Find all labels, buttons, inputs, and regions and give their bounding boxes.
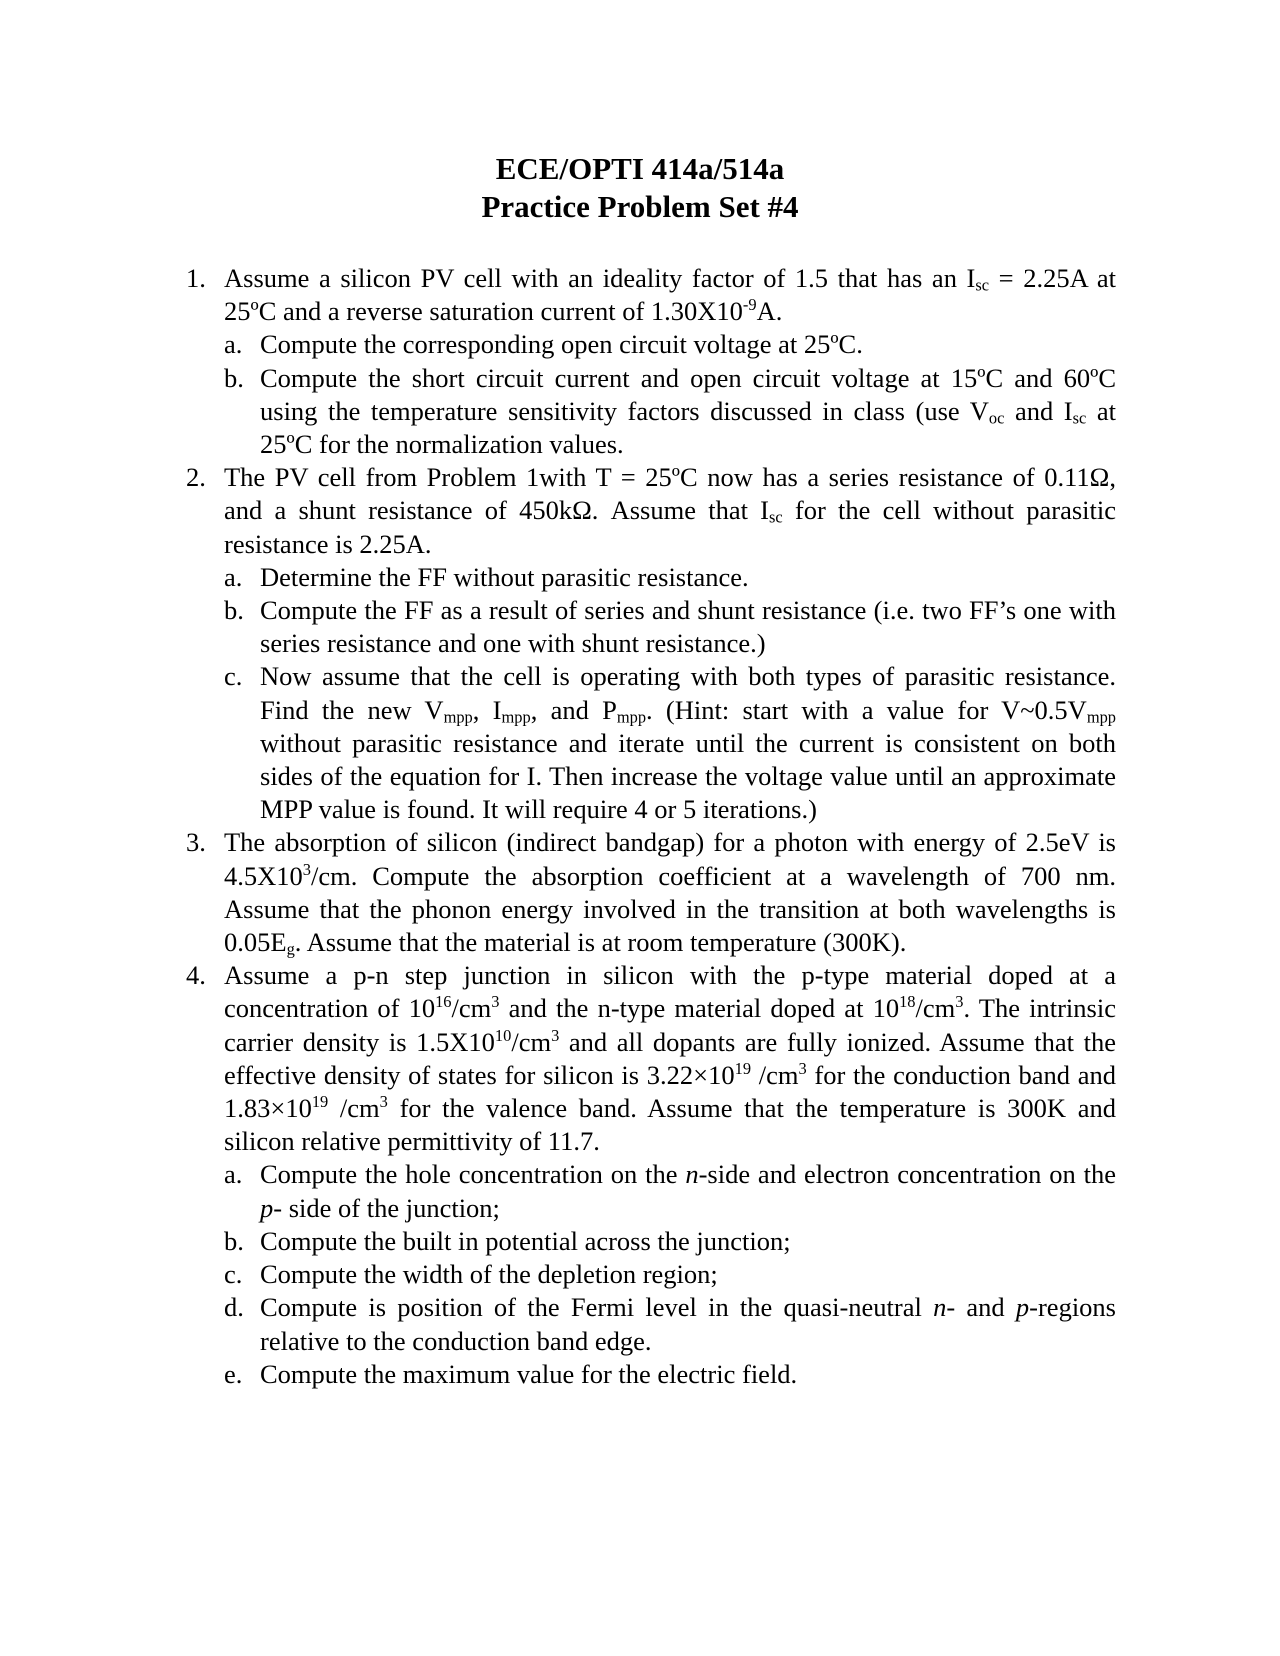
problem-4-part-a: a. Compute the hole concentration on the n-side and electron concentration on the p- side of the junction; (224, 1159, 1116, 1223)
course-title: ECE/OPTI 414a/514a (495, 151, 785, 186)
problem-number: 3. (186, 827, 206, 858)
problem-2: 2. The PV cell from Problem 1with T = 25ºC now has a series resistance of 0.11Ω, and a shunt resistance of 450kΩ. Assume that $I_{sc}$ for the cell without parasitic resistance is 2.25A. (186, 462, 1117, 559)
problem-4-part-b: b. Compute the built in potential across the junction; (186, 1225, 1116, 1258)
problem-2-part-a: a. Determine the FF without parasitic resistance. (186, 561, 1116, 594)
problem-set-title: Practice Problem Set #4 (481, 189, 799, 224)
part-label: c. (224, 661, 243, 692)
problem-number: 1. (186, 263, 206, 293)
problem-1-part-a: a. Compute the corresponding open circuit voltage at 25ºC. (186, 328, 1116, 361)
part-label: a. (224, 561, 243, 592)
problem-number: 4. (186, 960, 206, 991)
problem-4-part-c: c. Compute the width of the depletion region; (186, 1258, 1116, 1291)
problem-2-part-b: b. Compute the FF as a result of series and shunt resistance (i.e. two FF’s one with series resistance and one with shunt resistance.) (224, 595, 1116, 659)
part-label: b. (224, 362, 244, 393)
part-label: c. (224, 1259, 243, 1290)
part-label: b. (224, 595, 244, 626)
problem-2-part-c: c. Now assume that the cell is operating with both types of parasitic resistance. Find the new $V_{mpp}$, $I_{mpp}$, and $P_{mpp}$. (Hint: start with a value for $V\sim 0.5V_{mpp}$ without parasitic resistance and iterate until the current is consistent on both sides of the equation for I. Then increase the voltage value until an approximate MPP value is found. It will require 4 or 5 iterations.) (224, 661, 1117, 825)
problem-4-part-d: d. Compute is position of the Fermi level in the quasi-neutral n- and p-regions relative to the conduction band edge. (224, 1292, 1116, 1356)
problem-1: 1. Assume a silicon PV cell with an ideality factor of 1.5 that has an $I_{sc} = 2.25A$ at 25ºC and a reverse saturation current of $1.30X10^{-9}A$. (186, 263, 1116, 327)
part-label: d. (224, 1292, 244, 1323)
part-label: e. (224, 1358, 243, 1389)
part-label: a. (224, 329, 243, 360)
problem-number: 2. (186, 462, 206, 493)
part-label: a. (224, 1159, 243, 1190)
problem-3: 3. The absorption of silicon (indirect bandgap) for a photon with energy of 2.5eV is $4.5X10^3/cm$. Compute the absorption coefficient at a wavelength of 700 nm. Assume that the phonon energy involved in the transition at both wavelengths is $0.05E_g$. Assume that the material is at room temperature (300K). (186, 827, 1116, 959)
problem-4: 4. Assume a p-n step junction in silicon with the p-type material doped at a concentration of $10^{16}/cm^3$ and the n-type material doped at $10^{18}/cm^3$. The intrinsic carrier density is $1.5X10^{10}/cm^3$ and all dopants are fully ionized. Assume that the effective density of states for silicon is $3.22\times 10^{19}$ $/cm^3$ for the conduction band and $1.83\times 10^{19}$ $/cm^3$ for the valence band. Assume that the temperature is 300K and silicon relative permittivity of 11.7. (186, 960, 1117, 1157)
problem-4-part-e: e. Compute the maximum value for the electric field. (186, 1358, 1116, 1391)
problem-list (186, 262, 1116, 1391)
part-label: b. (224, 1225, 244, 1256)
problem-1-part-b: b. Compute the short circuit current and open circuit voltage at 15ºC and 60ºC using the temperature sensitivity factors discussed in class (use $V_{oc}$ and $I_{sc}$ at 25ºC for the normalization values. (224, 362, 1116, 460)
